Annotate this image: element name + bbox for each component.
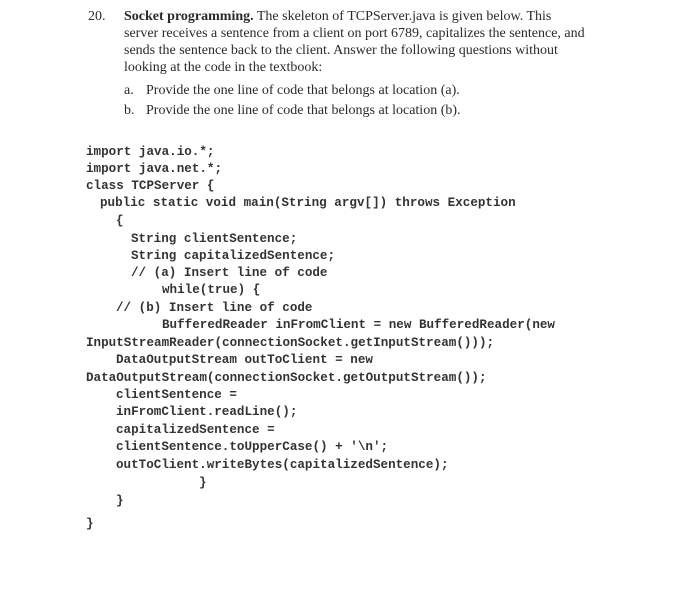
code-line: clientSentence.toUpperCase() + '\n'; [116,440,389,454]
code-line: } [86,517,94,531]
code-line: DataOutputStream outToClient = new [116,353,373,367]
code-line: import java.io.*; [86,145,215,159]
code-line: inFromClient.readLine(); [116,405,298,419]
code-line: class TCPServer { [86,179,215,193]
question-title: Socket programming. [124,9,254,24]
part-label: a. [124,83,134,98]
code-line: while(true) { [162,283,261,297]
code-line: } [116,494,124,508]
code-line: import java.net.*; [86,162,223,176]
part-label: b. [124,103,135,118]
code-line: String capitalizedSentence; [131,249,336,263]
code-line: InputStreamReader(connectionSocket.getInputStream())); [86,336,495,350]
question-body: The skeleton of TCPServer.java is given below. This server receives a sentence from a client on port 6789, capitalizes the sentence, and sends the sentence back to the client. Answer the following questions without looking at the code in the textbook: [124,9,585,75]
code-line: capitalizedSentence = [116,423,275,437]
code-line: public static void main(String argv[]) throws Exception [100,196,516,210]
code-line: clientSentence = [116,388,237,402]
code-line: { [116,214,124,228]
code-line: } [199,476,207,490]
part-text: Provide the one line of code that belongs at location (a). [146,83,460,98]
code-line: outToClient.writeBytes(capitalizedSentence); [116,458,449,472]
code-line: // (a) Insert line of code [131,266,328,280]
code-line: BufferedReader inFromClient = new BufferedReader(new [162,318,555,332]
question-number: 20. [88,9,106,24]
code-line: // (b) Insert line of code [116,301,313,315]
code-line: DataOutputStream(connectionSocket.getOutputStream()); [86,371,487,385]
part-text: Provide the one line of code that belongs at location (b). [146,103,461,118]
code-line: String clientSentence; [131,232,298,246]
